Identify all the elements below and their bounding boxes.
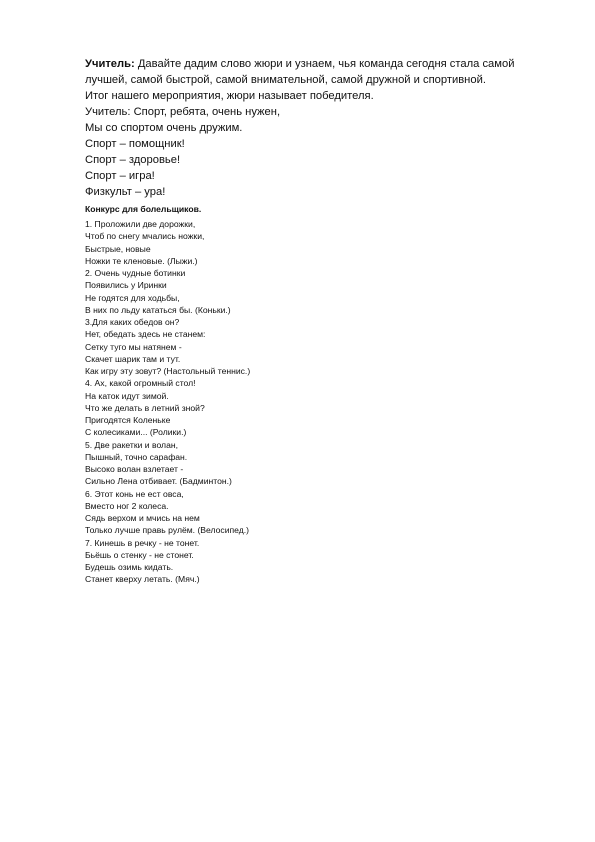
riddle-line: Пригодятся Коленьке [85,415,171,425]
riddle-line: Сильно Лена отбивает. (Бадминтон.) [85,476,232,487]
riddle-line: 7. Кинешь в речку - не тонет. [85,537,200,548]
teacher-label: Учитель: [85,58,135,70]
intro-line: Мы со спортом очень дружим. [85,122,243,134]
intro-line: Физкульт – ура! [85,186,166,198]
intro-line: Учитель: Спорт, ребята, очень нужен, [85,106,281,118]
teacher-announcement [85,56,555,72]
riddle-line: 2. Очень чудные ботинки [85,268,186,278]
announcement-text-2: лучшей, самой быстрой, самой внимательной, самой дружной и спортивной. [85,74,486,86]
riddle-line: 1. Проложили две дорожки, [85,219,196,229]
intro-line: Спорт – помощник! [85,138,185,150]
riddle-line: 5. Две ракетки и волан, [85,439,178,450]
announcement-text-1: Давайте дадим слово жюри и узнаем, чья команда сегодня стала самой [134,58,515,70]
riddle-list [85,218,505,586]
riddle-line: Чтоб по снегу мчались ножки, [85,231,205,242]
riddle-line: Появились у Иринки [85,280,167,291]
riddle-line: Сетку туго мы натянем - [85,341,182,352]
riddle-line: 6. Этот конь не ест овса, [85,488,184,499]
riddle-line: Высоко волан взлетает - [85,464,184,474]
riddle-line: Вместо ног 2 колеса. [85,500,169,511]
riddle-line: Ножки те кленовые. (Лыжи.) [85,255,198,266]
riddle-line: Станет кверху летать. (Мяч.) [85,574,200,585]
riddle-line: Не годятся для ходьбы, [85,292,180,303]
intro-section [85,56,555,200]
riddle-line: В них по льду кататься бы. (Коньки.) [85,304,231,315]
riddle-line: 3.Для каких обедов он? [85,317,180,327]
riddle-line: Нет, обедать здесь не станем: [85,329,206,340]
riddle-line: Будешь озимь кидать. [85,562,174,572]
riddle-line: 4. Ах, какой огромный стол! [85,378,196,389]
intro-line: Спорт – игра! [85,170,155,182]
riddle-line: Что же делать в летний зной? [85,402,205,413]
riddle-line: Только лучше правь рулём. (Велосипед.) [85,525,250,536]
riddle-line: Скачет шарик там и тут. [85,353,181,364]
riddle-line: На каток идут зимой. [85,390,169,401]
intro-line: Итог нашего мероприятия, жюри называет победителя. [85,90,374,102]
riddle-line: Быстрые, новые [85,243,151,254]
riddle-line: Как игру эту зовут? (Настольный теннис.) [85,366,251,376]
riddle-line: Пышный, точно сарафан. [85,451,188,462]
riddle-line: Сядь верхом и мчись на нем [85,513,200,523]
contest-heading: Конкурс для болельщиков. [85,204,202,214]
riddle-line: Бьёшь о стенку - не стонет. [85,549,194,560]
riddle-line: С колесиками... (Ролики.) [85,427,187,438]
intro-line: Спорт – здоровье! [85,154,181,166]
